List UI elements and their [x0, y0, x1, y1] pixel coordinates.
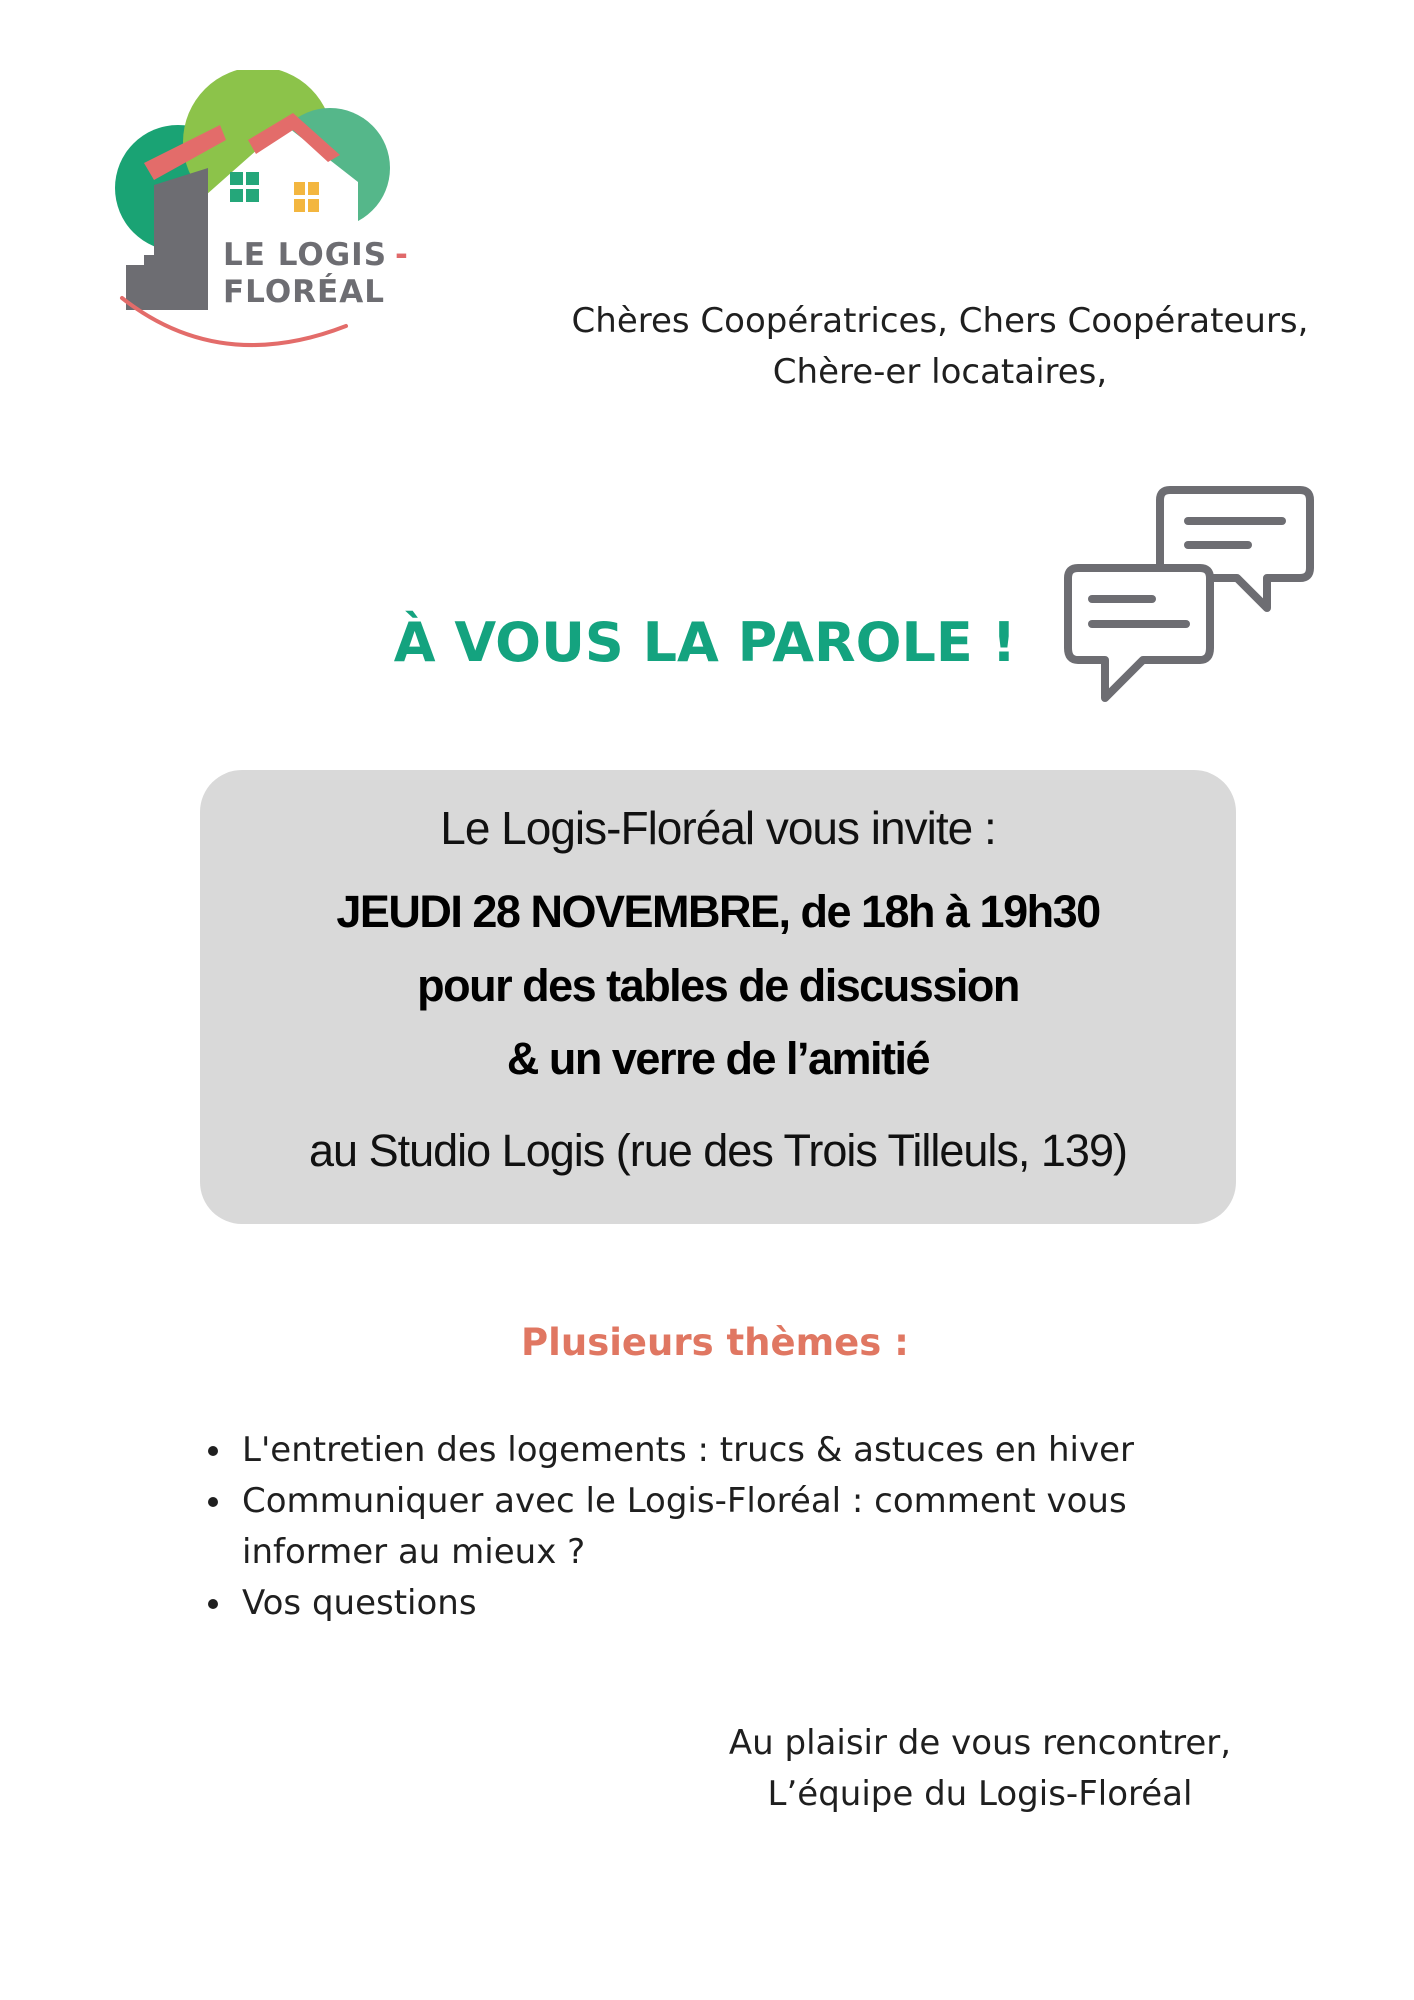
house-logo-icon — [108, 70, 418, 360]
logo-line2: FLORÉAL — [223, 274, 385, 310]
logo — [108, 70, 418, 360]
invite-location: au Studio Logis (rue des Trois Tilleuls, 139) — [309, 1125, 1127, 1176]
invite-intro: Le Logis-Floréal vous invite : — [440, 802, 996, 854]
invitation-box — [200, 770, 1236, 1224]
list-item-text: informer au mieux ? — [242, 1532, 586, 1572]
headline: À VOUS LA PAROLE ! — [393, 611, 1017, 674]
chat-bubbles-icon — [1060, 470, 1320, 710]
greeting-line2: Chère-er locataires, — [772, 352, 1108, 392]
invite-date: JEUDI 28 NOVEMBRE, de 18h à 19h30 — [336, 886, 1100, 937]
logo-line1: LE LOGIS — [223, 237, 388, 273]
logo-dash: - — [395, 237, 409, 273]
list-item-continuation — [200, 1527, 1200, 1578]
greeting-line1: Chères Coopératrices, Chers Coopérateurs, — [571, 301, 1309, 341]
list-item — [200, 1476, 1200, 1527]
themes-title: Plusieurs thèmes : — [521, 1321, 909, 1364]
logo-text — [223, 237, 409, 311]
bullet-dot-icon — [208, 1446, 218, 1456]
closing-signature: L’équipe du Logis-Floréal — [767, 1774, 1193, 1814]
closing — [700, 1718, 1260, 1820]
bullet-dot-icon — [208, 1599, 218, 1609]
list-item-text: Vos questions — [242, 1583, 477, 1623]
invite-purpose: pour des tables de discussion — [417, 960, 1019, 1011]
list-item — [200, 1578, 1200, 1629]
themes-list — [200, 1425, 1200, 1629]
list-item-text: Communiquer avec le Logis-Floréal : comment vous — [242, 1481, 1127, 1521]
greeting — [560, 296, 1320, 398]
list-item-text: L'entretien des logements : trucs & astuces en hiver — [242, 1430, 1135, 1470]
bullet-dot-icon — [208, 1497, 218, 1507]
list-item — [200, 1425, 1200, 1476]
invite-drink: & un verre de l’amitié — [506, 1033, 930, 1084]
closing-line1: Au plaisir de vous rencontrer, — [728, 1723, 1232, 1763]
